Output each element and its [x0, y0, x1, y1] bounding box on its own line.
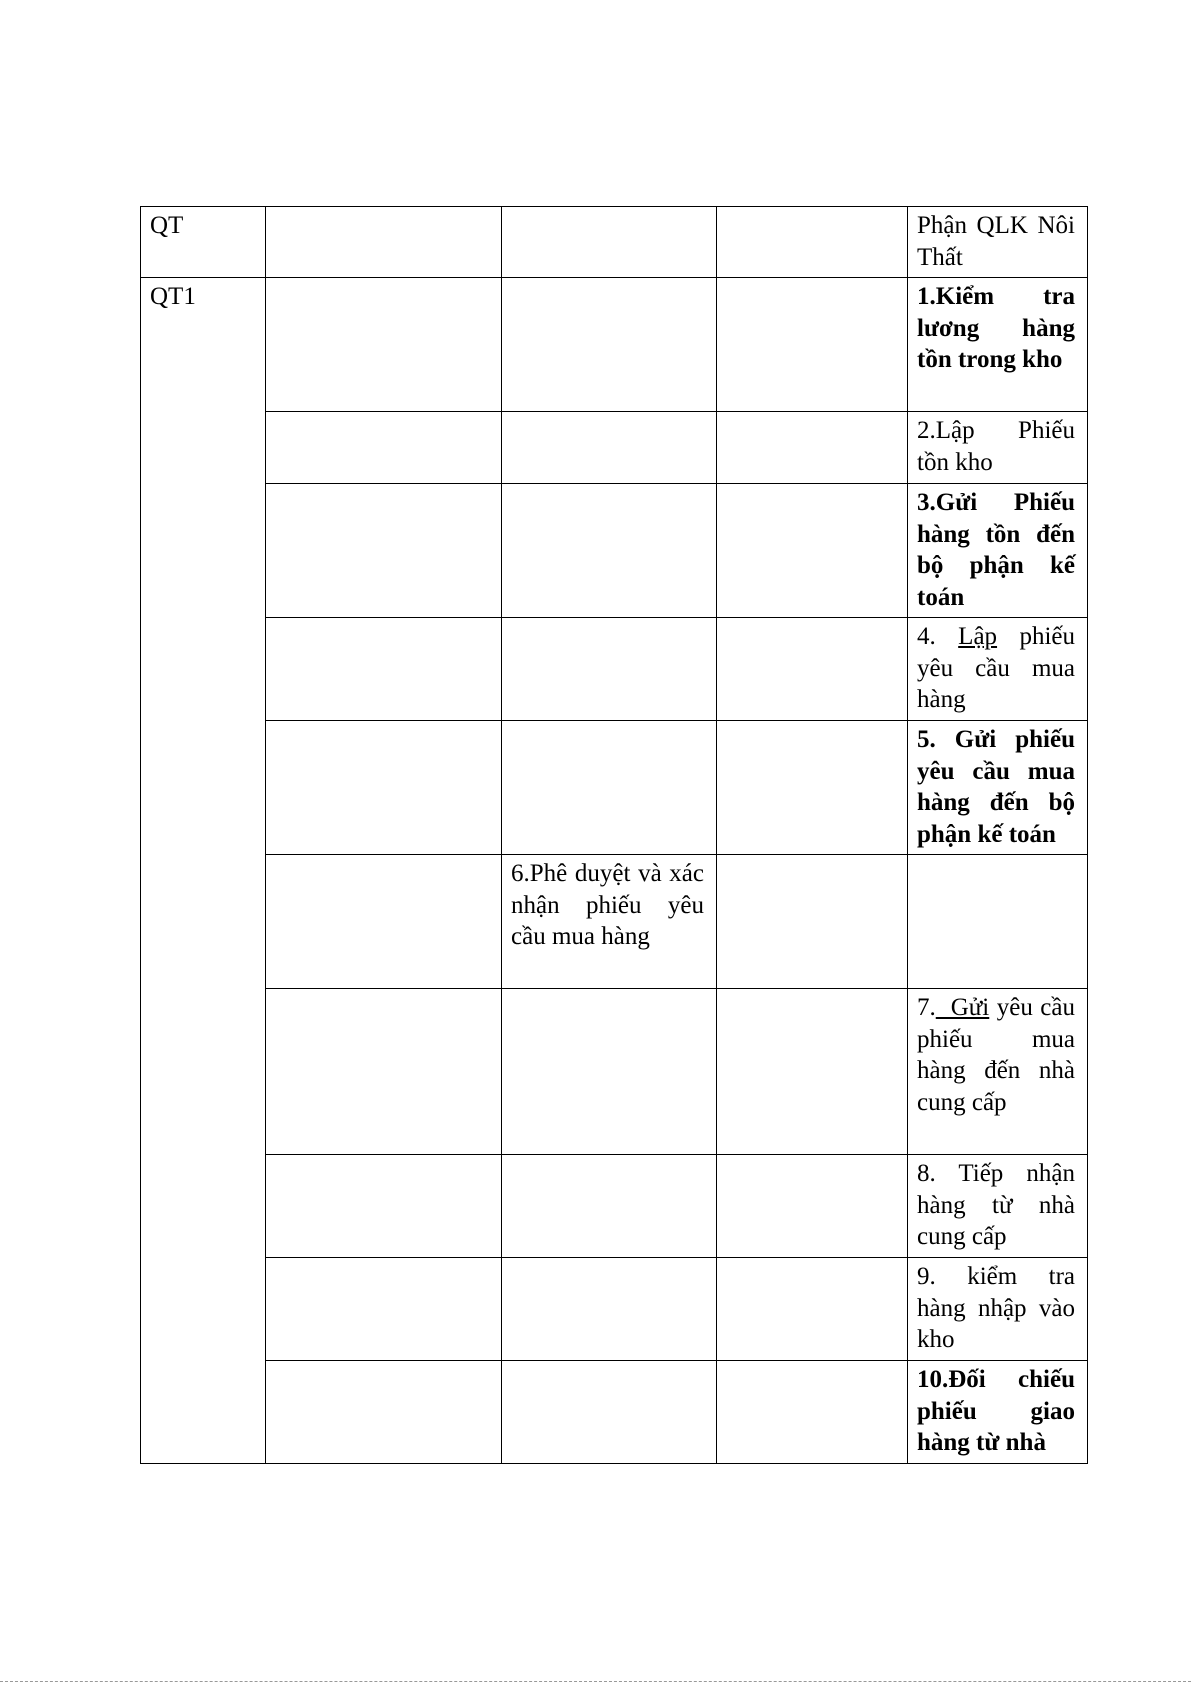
table-row	[141, 618, 1088, 721]
empty-cell	[266, 412, 502, 484]
qt1-group-cell	[141, 278, 266, 1464]
table-row	[141, 1258, 1088, 1361]
empty-cell	[717, 721, 908, 855]
qt-header-label: QT	[150, 212, 184, 239]
empty-cell	[502, 618, 717, 721]
step-text: 2.Lập Phiếu tồn kho	[917, 417, 1075, 476]
empty-cell	[502, 1258, 717, 1361]
empty-cell	[502, 989, 717, 1155]
step-underlined-word: Lập	[958, 623, 998, 650]
empty-cell	[266, 618, 502, 721]
empty-cell	[266, 721, 502, 855]
step-text-rest: yêu cầu phiếu mua hàng đến nhà cung cấp	[917, 994, 1075, 1116]
page-bottom-edge	[0, 1681, 1191, 1682]
empty-cell	[717, 207, 908, 278]
step-text-rest: phiếu yêu cầu mua hàng	[917, 623, 1076, 713]
empty-cell	[266, 1361, 502, 1464]
empty-cell	[502, 484, 717, 618]
step-cell	[908, 278, 1088, 412]
empty-cell	[502, 207, 717, 278]
empty-cell	[266, 989, 502, 1155]
step-underlined-word: Gửi	[935, 994, 990, 1021]
step-cell	[908, 484, 1088, 618]
empty-cell	[502, 1155, 717, 1258]
empty-cell	[266, 207, 502, 278]
table-row	[141, 855, 1088, 989]
empty-cell	[717, 989, 908, 1155]
empty-cell	[502, 721, 717, 855]
table-row	[141, 1155, 1088, 1258]
step-text: 5. Gửi phiếu yêu cầu mua hàng đến bộ phận kế toán	[917, 726, 1075, 848]
step-cell	[502, 855, 717, 989]
step-text: 10.Đối chiếu phiếu giao hàng từ nhà	[917, 1366, 1075, 1456]
table-row	[141, 412, 1088, 484]
empty-cell	[717, 278, 908, 412]
step-cell	[908, 721, 1088, 855]
empty-cell	[266, 278, 502, 412]
table-row	[141, 484, 1088, 618]
table-header-row	[141, 207, 1088, 278]
empty-cell	[717, 1155, 908, 1258]
table-row	[141, 989, 1088, 1155]
empty-cell	[717, 855, 908, 989]
qt-header-cell	[141, 207, 266, 278]
empty-cell	[717, 1361, 908, 1464]
empty-cell	[717, 1258, 908, 1361]
step-cell	[908, 1361, 1088, 1464]
step-cell	[908, 412, 1088, 484]
empty-cell	[717, 412, 908, 484]
empty-cell	[502, 412, 717, 484]
empty-cell	[266, 1155, 502, 1258]
step-text: 8. Tiếp nhận hàng từ nhà cung cấp	[917, 1160, 1075, 1250]
step-text: 6.Phê duyệt và xác nhận phiếu yêu cầu mua hàng	[511, 860, 704, 950]
process-table	[140, 206, 1088, 1464]
step-cell	[908, 989, 1088, 1155]
empty-cell	[502, 1361, 717, 1464]
step-cell	[908, 1258, 1088, 1361]
role-header-label: Phận QLK Nôi Thất	[917, 212, 1075, 271]
qt1-group-label: QT1	[150, 283, 196, 310]
step-cell	[908, 1155, 1088, 1258]
empty-cell	[266, 855, 502, 989]
step-number: 7.	[917, 994, 936, 1021]
table-row	[141, 278, 1088, 412]
table-row	[141, 1361, 1088, 1464]
empty-cell	[502, 278, 717, 412]
step-text: 1.Kiểm tra lương hàng tồn trong kho	[917, 283, 1075, 373]
empty-cell	[266, 1258, 502, 1361]
step-cell	[908, 618, 1088, 721]
empty-cell	[908, 855, 1088, 989]
empty-cell	[717, 484, 908, 618]
role-header-cell	[908, 207, 1088, 278]
empty-cell	[266, 484, 502, 618]
empty-cell	[717, 618, 908, 721]
step-text: 9. kiểm tra hàng nhập vào kho	[917, 1263, 1075, 1353]
step-number: 4.	[917, 623, 959, 650]
table-row	[141, 721, 1088, 855]
step-text: 3.Gửi Phiếu hàng tồn đến bộ phận kế toán	[917, 489, 1075, 611]
